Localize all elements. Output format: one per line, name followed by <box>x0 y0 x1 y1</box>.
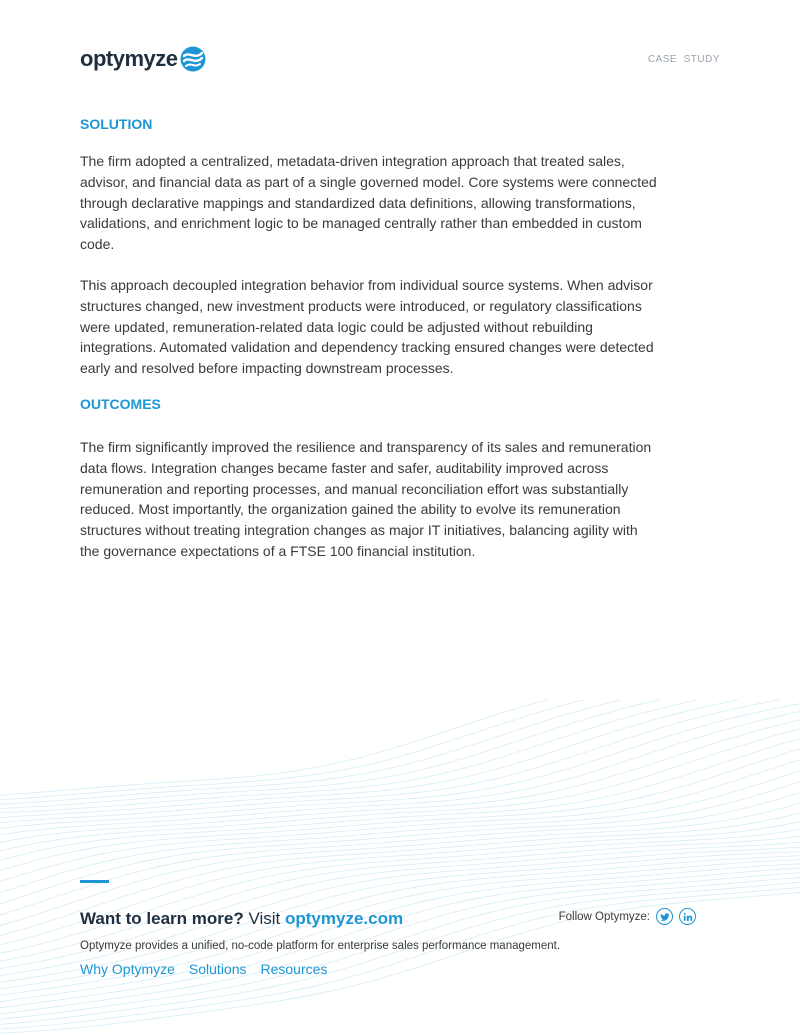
wave-line <box>0 729 800 851</box>
follow-section <box>559 908 696 925</box>
cta-question: Want to learn more? <box>80 909 244 928</box>
page-header <box>80 44 720 78</box>
wave-line <box>0 700 800 818</box>
solution-heading: SOLUTION <box>80 116 153 132</box>
wave-line <box>0 712 800 835</box>
twitter-icon[interactable] <box>656 908 673 925</box>
website-link[interactable]: optymyze.com <box>285 909 404 928</box>
footer-link-why-optymyze[interactable]: Why Optymyze <box>80 961 175 977</box>
page-footer <box>80 880 720 979</box>
outcomes-paragraph: The firm significantly improved the resilience and transparency of its sales and remuneration data flows. Integration changes became faster and safer, auditability improved across remuneration and reporting processes, and manual reconciliation effort was substantially reduced. Most importantly, the organization gained the ability to evolve its remuneration structures without treating integration changes as major IT initiatives, balancing agility with the governance expectations of a FTSE 100 financial institution. <box>80 438 652 559</box>
wave-line <box>0 700 800 795</box>
cta-row <box>80 907 720 931</box>
decorative-wave-background <box>0 700 800 1035</box>
footer-accent-divider <box>80 880 109 883</box>
logo-wordmark: optymyze <box>80 46 178 71</box>
solution-paragraph-2: This approach decoupled integration behavior from individual source systems. When advisor structures changed, new investment products were introduced, or regulatory classifications were updated, remuneration-related data logic could be adjusted without rebuilding integrations. Automated validation and dependency tracking ensured changes were detected early and resolved before impacting downstream processes. <box>80 276 654 377</box>
optymyze-wave-logo-icon <box>180 46 206 72</box>
company-tagline: Optymyze provides a unified, no-code platform for enterprise sales performance management. <box>80 940 561 952</box>
case-study-label: CASE STUDY <box>647 54 720 65</box>
wave-line <box>0 720 800 843</box>
main-content <box>80 115 660 562</box>
cta-visit: Visit <box>248 909 281 928</box>
follow-label: Follow Optymyze: <box>558 910 650 923</box>
outcomes-heading: OUTCOMES <box>80 395 161 412</box>
footer-links <box>80 959 720 979</box>
wave-line <box>0 700 800 800</box>
solution-paragraph-1: The firm adopted a centralized, metadata-driven integration approach that treated sales, advisor, and financial data as part of a single governed model. Core systems were connected through declarative mappings and standardized data definitions, allowing transformations, validations, and enrichment logic to be managed centrally rather than embedded in custom code. <box>80 153 657 253</box>
footer-link-solutions[interactable]: Solutions <box>188 961 247 977</box>
optymyze-logo <box>80 44 206 74</box>
linkedin-icon[interactable] <box>679 908 696 925</box>
footer-link-resources[interactable]: Resources <box>260 961 328 977</box>
